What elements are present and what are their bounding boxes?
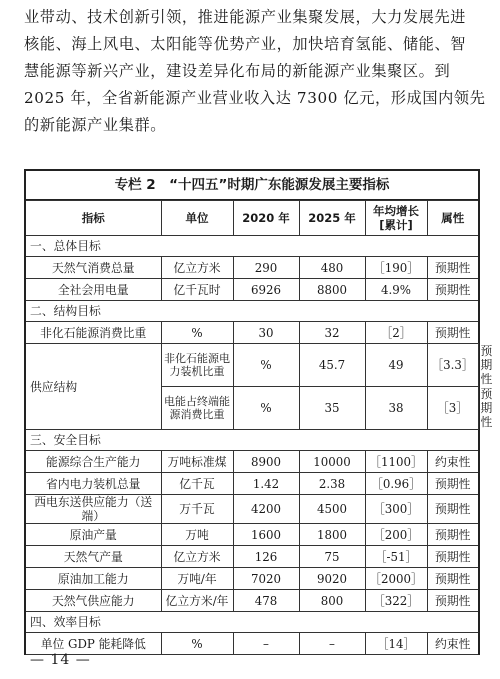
indicator-box — [24, 169, 493, 655]
section-title: 一、总体目标 — [26, 236, 478, 257]
unit-cell: % — [161, 633, 233, 655]
growth-cell: ［3］ — [427, 387, 478, 430]
growth-cell: ［0.96］ — [365, 473, 427, 495]
body-paragraph — [24, 4, 486, 139]
header-unit: 单位 — [161, 201, 233, 236]
growth-cell: ［-51］ — [365, 546, 427, 568]
indicator-cell: 单位 GDP 能耗降低 — [26, 633, 161, 655]
value-2020-cell: 1600 — [233, 524, 299, 546]
indicator-cell: 天然气产量 — [26, 546, 161, 568]
table-header-row — [26, 201, 478, 236]
table-row — [26, 257, 478, 279]
paragraph-line: 核能、海上风电、太阳能等优势产业，加快培育氢能、储能、智 — [24, 35, 467, 53]
value-2025-cell: 38 — [365, 387, 427, 430]
attribute-cell: 预期性 — [427, 473, 478, 495]
value-2025-cell: 32 — [299, 322, 365, 344]
value-2025-cell: 2.38 — [299, 473, 365, 495]
group-label-cell: 供应结构 — [26, 344, 161, 430]
growth-cell: ［2］ — [365, 322, 427, 344]
value-2025-cell: 9020 — [299, 568, 365, 590]
value-2025-cell: 49 — [365, 344, 427, 387]
attribute-cell: 约束性 — [427, 451, 478, 473]
paragraph-line: 2025 年，全省新能源产业营业收入达 7300 亿元，形成国内领先 — [24, 89, 486, 107]
header-2020: 2020 年 — [233, 201, 299, 236]
table-row — [26, 473, 478, 495]
table-row — [26, 524, 478, 546]
table-row — [26, 322, 478, 344]
value-2020-cell: 290 — [233, 257, 299, 279]
table-row: 供应结构 非化石能源电力装机比重 % 45.7 49 ［3.3］ 预期性 — [26, 344, 478, 387]
attribute-cell: 预期性 — [427, 590, 478, 612]
attribute-cell: 预期性 — [427, 546, 478, 568]
table-row — [26, 451, 478, 473]
table-body — [26, 236, 493, 655]
value-2025-cell: – — [299, 633, 365, 655]
growth-cell: ［1100］ — [365, 451, 427, 473]
value-2020-cell: – — [233, 633, 299, 655]
section-title: 二、结构目标 — [26, 301, 478, 322]
value-2025-cell: 8800 — [299, 279, 365, 301]
attribute-cell: 约束性 — [427, 633, 478, 655]
unit-cell: 亿千瓦时 — [161, 279, 233, 301]
indicator-cell: 天然气消费总量 — [26, 257, 161, 279]
section-title: 四、效率目标 — [26, 612, 478, 633]
table-row — [26, 495, 478, 524]
indicator-cell: 原油产量 — [26, 524, 161, 546]
value-2020-cell: 6926 — [233, 279, 299, 301]
value-2020-cell: 45.7 — [299, 344, 365, 387]
unit-cell: % — [233, 344, 299, 387]
indicator-cell: 原油加工能力 — [26, 568, 161, 590]
growth-cell: ［14］ — [365, 633, 427, 655]
indicator-cell: 省内电力装机总量 — [26, 473, 161, 495]
indicator-cell: 全社会用电量 — [26, 279, 161, 301]
section-row — [26, 301, 478, 322]
attribute-cell: 预期性 — [427, 524, 478, 546]
attribute-cell: 预期性 — [427, 495, 478, 524]
table-row: 电能占终端能源消费比重 % 35 38 ［3］ 预期性 — [26, 387, 478, 430]
value-2025-cell: 4500 — [299, 495, 365, 524]
value-2020-cell: 7020 — [233, 568, 299, 590]
header-indicator: 指标 — [26, 201, 161, 236]
table-row — [26, 568, 478, 590]
unit-cell: 亿立方米 — [161, 546, 233, 568]
value-2020-cell: 4200 — [233, 495, 299, 524]
value-2020-cell: 8900 — [233, 451, 299, 473]
table-row — [26, 279, 478, 301]
unit-cell: 万吨/年 — [161, 568, 233, 590]
section-row — [26, 236, 478, 257]
value-2025-cell: 10000 — [299, 451, 365, 473]
page-number: — 14 — — [30, 652, 91, 668]
table-row — [26, 633, 478, 655]
value-2025-cell: 800 — [299, 590, 365, 612]
section-row — [26, 430, 478, 451]
unit-cell: 万千瓦 — [161, 495, 233, 524]
paragraph-line: 业带动、技术创新引领，推进能源产业集聚发展，大力发展先进 — [24, 8, 467, 26]
unit-cell: 亿立方米/年 — [161, 590, 233, 612]
unit-cell: 万吨 — [161, 524, 233, 546]
value-2020-cell: 35 — [299, 387, 365, 430]
attribute-cell: 预期性 — [427, 279, 478, 301]
section-title: 三、安全目标 — [26, 430, 478, 451]
unit-cell: % — [161, 322, 233, 344]
value-2025-cell: 75 — [299, 546, 365, 568]
value-2020-cell: 478 — [233, 590, 299, 612]
attribute-cell: 预期性 — [427, 322, 478, 344]
unit-cell: 亿千瓦 — [161, 473, 233, 495]
indicator-cell: 天然气供应能力 — [26, 590, 161, 612]
value-2025-cell: 480 — [299, 257, 365, 279]
growth-cell: 4.9% — [365, 279, 427, 301]
growth-cell: ［200］ — [365, 524, 427, 546]
box-title: 专栏 2 “十四五”时期广东能源发展主要指标 — [26, 171, 478, 200]
unit-cell: 万吨标准煤 — [161, 451, 233, 473]
growth-cell: ［2000］ — [365, 568, 427, 590]
indicator-cell: 能源综合生产能力 — [26, 451, 161, 473]
growth-cell: ［300］ — [365, 495, 427, 524]
indicator-cell: 非化石能源消费比重 — [26, 322, 161, 344]
paragraph-line: 慧能源等新兴产业，建设差异化布局的新能源产业集聚区。到 — [24, 62, 451, 80]
table-row — [26, 590, 478, 612]
value-2020-cell: 1.42 — [233, 473, 299, 495]
header-attribute: 属性 — [427, 201, 478, 236]
attribute-cell: 预期性 — [427, 257, 478, 279]
unit-cell: % — [233, 387, 299, 430]
value-2025-cell: 1800 — [299, 524, 365, 546]
indicator-table — [26, 200, 493, 655]
attribute-cell: 预期性 — [427, 568, 478, 590]
unit-cell: 亿立方米 — [161, 257, 233, 279]
indicator-cell: 西电东送供应能力（送端） — [26, 495, 161, 524]
paragraph-line: 的新能源产业集群。 — [24, 116, 167, 134]
indicator-cell: 非化石能源电力装机比重 — [161, 344, 233, 387]
header-growth: 年均增长 [累计] — [365, 201, 427, 236]
value-2020-cell: 30 — [233, 322, 299, 344]
header-2025: 2025 年 — [299, 201, 365, 236]
section-row — [26, 612, 478, 633]
indicator-cell: 电能占终端能源消费比重 — [161, 387, 233, 430]
growth-cell: ［3.3］ — [427, 344, 478, 387]
value-2020-cell: 126 — [233, 546, 299, 568]
table-row — [26, 546, 478, 568]
growth-cell: ［190］ — [365, 257, 427, 279]
growth-cell: ［322］ — [365, 590, 427, 612]
